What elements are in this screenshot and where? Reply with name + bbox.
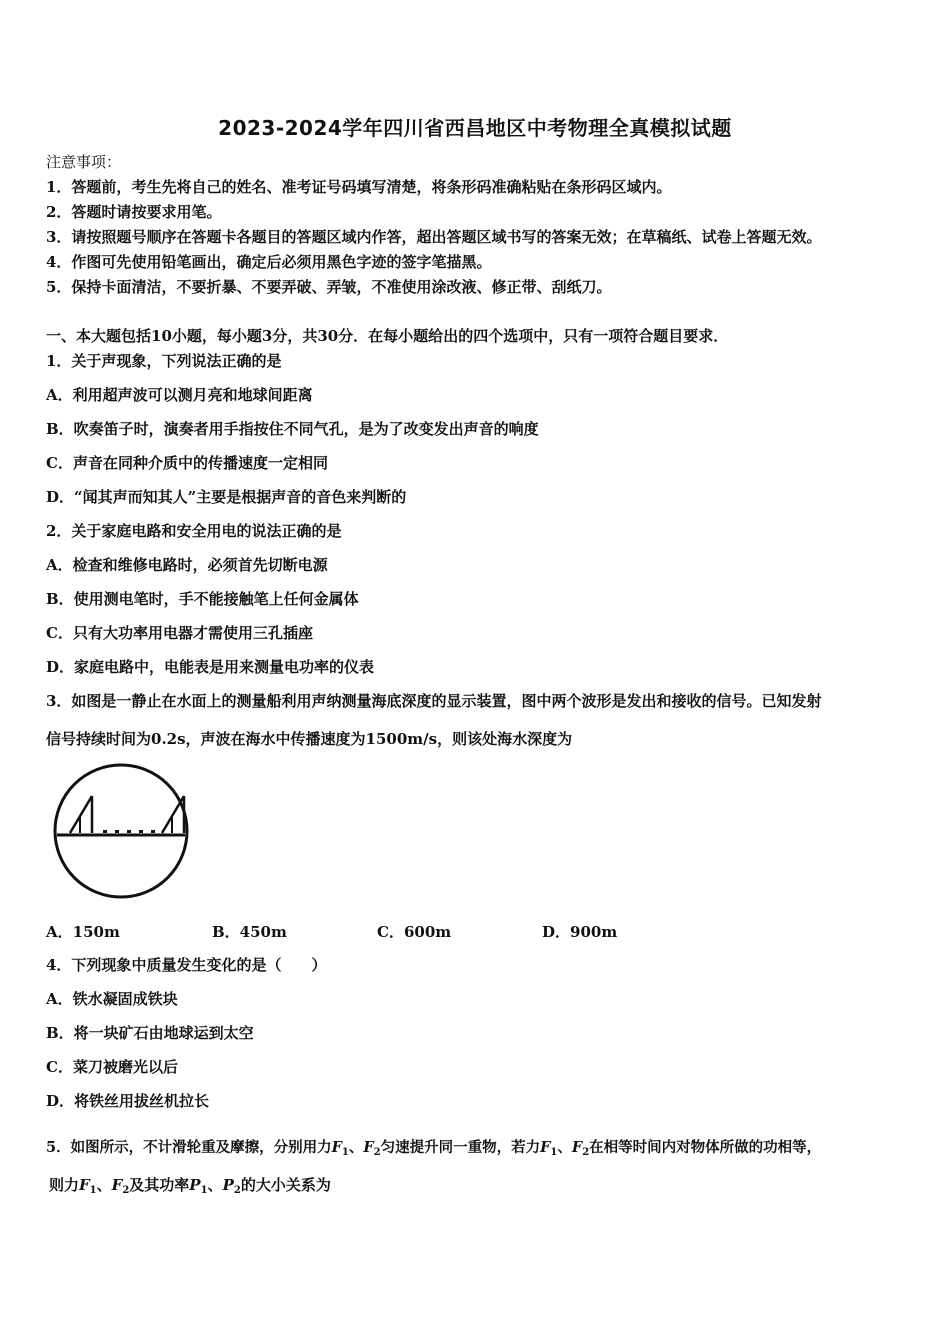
question-2-option-b: B．使用测电笔时，手不能接触笔上任何金属体 xyxy=(46,590,359,608)
question-2-stem: 2．关于家庭电路和安全用电的说法正确的是 xyxy=(46,522,342,540)
time-tick xyxy=(115,830,119,833)
question-3-option-d: D．900m xyxy=(542,923,618,941)
question-4-option-c: C．菜刀被磨光以后 xyxy=(46,1058,178,1076)
question-1-option-a: A．利用超声波可以测月亮和地球间距离 xyxy=(46,386,313,404)
question-3-stem-line1: 3．如图是一静止在水面上的测量船利用声纳测量海底深度的显示装置，图中两个波形是发出和接收的信号。已知发射 xyxy=(46,692,822,710)
notice-item: 1．答题前，考生先将自己的姓名、准考证号码填写清楚，将条形码准确粘贴在条形码区域内。 xyxy=(46,178,672,196)
question-3-stem-line2: 信号持续时间为0.2s，声波在海水中传播速度为1500m/s，则该处海水深度为 xyxy=(46,730,573,748)
question-4-option-a: A．铁水凝固成铁块 xyxy=(46,990,178,1008)
time-tick xyxy=(139,830,143,833)
time-tick xyxy=(103,830,107,833)
question-2-option-a: A．检查和维修电路时，必须首先切断电源 xyxy=(46,556,328,574)
question-3-option-a: A．150m xyxy=(46,923,120,941)
display-circle xyxy=(55,765,187,897)
sonar-display-figure xyxy=(52,762,190,900)
question-4-option-d: D．将铁丝用拔丝机拉长 xyxy=(46,1092,210,1110)
question-5-stem-line1: 5．如图所示，不计滑轮重及摩擦，分别用力$F_1$、$F_2$匀速提升同一重物，若力$F_1$、$F_2$在相等时间内对物体所做的功相等， xyxy=(46,1139,822,1158)
notice-item: 3．请按照题号顺序在答题卡各题目的答题区域内作答，超出答题区域书写的答案无效；在草稿纸、试卷上答题无效。 xyxy=(46,228,822,246)
notice-item: 4．作图可先使用铅笔画出，确定后必须用黑色字迹的签字笔描黑。 xyxy=(46,253,492,271)
notice-item: 2．答题时请按要求用笔。 xyxy=(46,203,222,221)
question-1-option-c: C．声音在同种介质中的传播速度一定相同 xyxy=(46,454,328,472)
question-3-option-b: B．450m xyxy=(212,923,287,941)
question-5-stem-line2: 则力$F_1$、$F_2$及其功率$P_1$、$P_2$的大小关系为 xyxy=(49,1176,331,1196)
question-1-option-d: D．“闻其声而知其人”主要是根据声音的音色来判断的 xyxy=(46,488,407,506)
question-2-option-d: D．家庭电路中，电能表是用来测量电功率的仪表 xyxy=(46,658,375,676)
question-1-stem: 1．关于声现象，下列说法正确的是 xyxy=(46,352,282,370)
notice-item: 5．保持卡面清洁，不要折暴、不要弄破、弄皱，不准使用涂改液、修正带、刮纸刀。 xyxy=(46,278,612,296)
question-1-option-b: B．吹奏笛子时，演奏者用手指按住不同气孔，是为了改变发出声音的响度 xyxy=(46,420,539,438)
question-2-option-c: C．只有大功率用电器才需使用三孔插座 xyxy=(46,624,313,642)
time-tick xyxy=(151,830,155,833)
notice-heading: 注意事项： xyxy=(46,153,122,171)
question-4-option-b: B．将一块矿石由地球运到太空 xyxy=(46,1024,254,1042)
time-tick xyxy=(127,830,131,833)
section-heading: 一、本大题包括10小题，每小题3分，共30分．在每小题给出的四个选项中，只有一项符合题目要求． xyxy=(46,327,729,345)
page-title: 2023-2024学年四川省西昌地区中考物理全真模拟试题 xyxy=(218,116,732,140)
question-3-option-c: C．600m xyxy=(377,923,452,941)
question-4-stem: 4．下列现象中质量发生变化的是（ ） xyxy=(46,956,327,974)
